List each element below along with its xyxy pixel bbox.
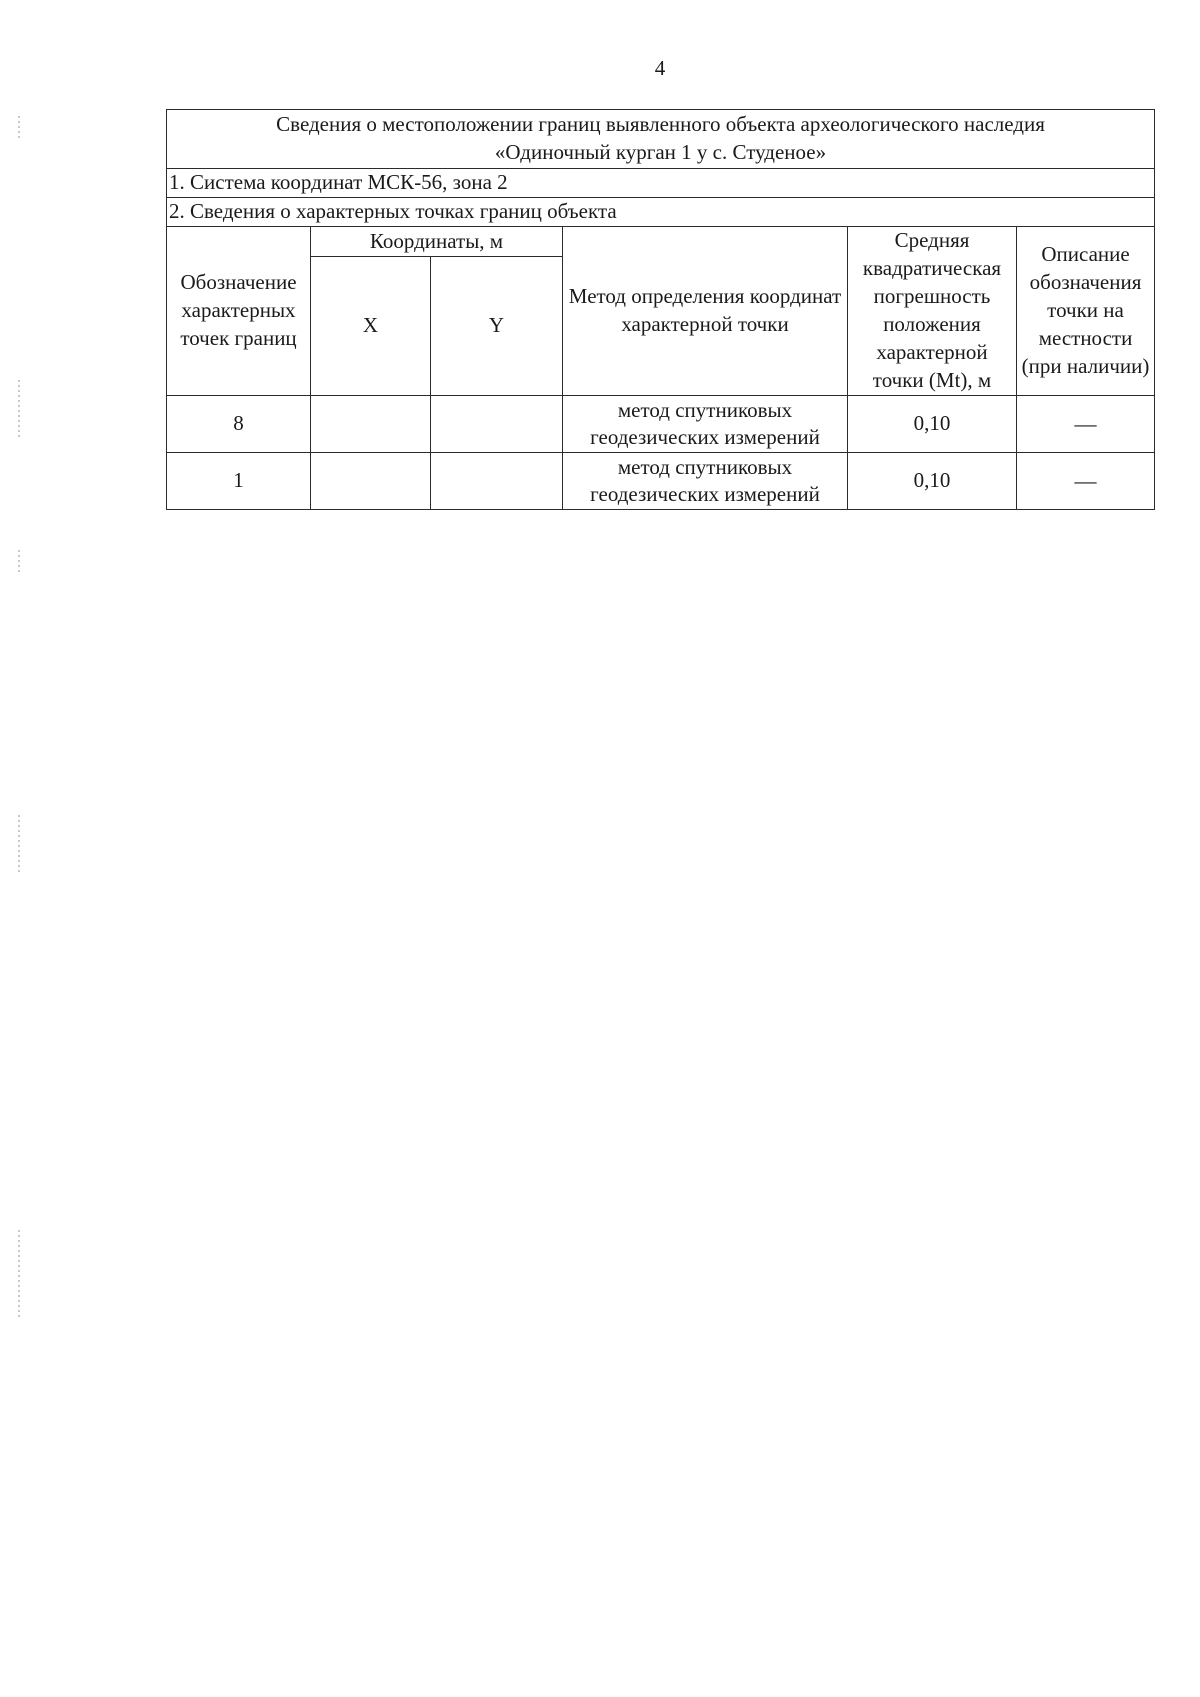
scan-artifact xyxy=(18,815,20,875)
point-error: 0,10 xyxy=(848,395,1017,452)
coordinate-system-row xyxy=(167,169,1155,198)
table-row xyxy=(167,452,1155,509)
header-x: X xyxy=(311,256,431,395)
header-row-1 xyxy=(167,227,1155,257)
point-method: метод спутниковых геодезических измерений xyxy=(563,395,848,452)
coordinate-system-label: 1. Система координат МСК-56, зона 2 xyxy=(167,169,1155,198)
point-x xyxy=(311,395,431,452)
boundary-points-table xyxy=(166,109,1155,510)
table-title-row xyxy=(167,110,1155,169)
points-section-label: 2. Сведения о характерных точках границ объекта xyxy=(167,198,1155,227)
point-method: метод спутниковых геодезических измерений xyxy=(563,452,848,509)
page-number: 4 xyxy=(654,56,666,80)
header-designation: Обозначение характерных точек границ xyxy=(167,227,311,396)
point-y xyxy=(431,395,563,452)
point-y xyxy=(431,452,563,509)
dash-mark: — xyxy=(1074,410,1097,436)
table-title xyxy=(167,110,1155,169)
header-method: Метод определения координат характерной точки xyxy=(563,227,848,396)
scan-artifact xyxy=(18,1230,20,1320)
scan-artifact xyxy=(18,116,20,138)
header-error: Средняя квадратическая погрешность положения характерной точки (Mt), м xyxy=(848,227,1017,396)
points-section-row xyxy=(167,198,1155,227)
scan-artifact xyxy=(18,380,20,440)
header-coordinates: Координаты, м xyxy=(311,227,563,257)
table-title-line-2: «Одиночный курган 1 у с. Студеное» xyxy=(494,140,827,164)
point-number: 1 xyxy=(167,452,311,509)
header-description: Описание обозначения точки на местности (при наличии) xyxy=(1017,227,1155,396)
point-description xyxy=(1017,395,1155,452)
table-title-line-1: Сведения о местоположении границ выявленного объекта археологического наследия xyxy=(276,112,1045,137)
dash-mark: — xyxy=(1074,467,1097,493)
header-y: Y xyxy=(431,256,563,395)
point-x xyxy=(311,452,431,509)
scan-artifact xyxy=(18,550,20,572)
table-row xyxy=(167,395,1155,452)
point-description xyxy=(1017,452,1155,509)
point-error: 0,10 xyxy=(848,452,1017,509)
point-number: 8 xyxy=(167,395,311,452)
